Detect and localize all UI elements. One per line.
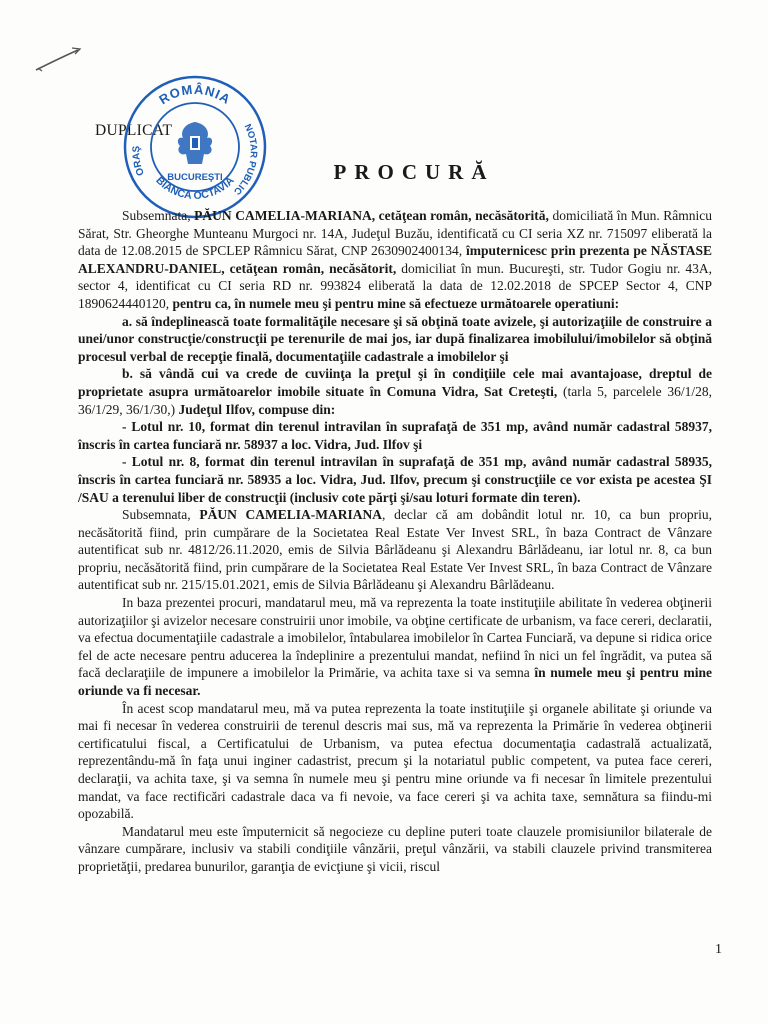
- paragraph-scope: În acest scop mandatarul meu, mă va putea reprezenta la toate instituţiile şi organele abilitate şi oriunde va mai fi necesar în vederea construirii de terenul descris mai sus, mă va reprezenta la Primărie în vederea obţinerii certificatului fiscal, a Certificatului de Urbanism, va putea efectua documentaţia cadastrală actualizată, reprezentându-mă în faţa unui inginer cadastrist, precum şi la notariatul public competent, va putea face cereri, declaraţii, va achita taxe, şi va semna în numele meu şi pentru mine oriunde va fi necesar în limitele prezentului mandat, va face rectificări cadastrale daca va fi nevoie, va face cereri şi va achita taxe, semnătura sa fiindu-mi opozabilă.: [78, 700, 712, 822]
- duplicate-label: DUPLICAT: [95, 122, 173, 139]
- paragraph-ownership-declaration: Subsemnata, PĂUN CAMELIA-MARIANA, declar că am dobândit lotul nr. 10, ca bun propriu, necăsătorită fiind, prin cumpărare de la Societatea Real Estate Ver Invest SRL, în baza Contract de Vânzare autentificat sub nr. 4812/26.11.2020, emis de Silvia Bârlădeanu şi Alexandru Bârlădeanu, iar lotul nr. 8, ca bun propriu, necăsătorită fiind, prin cumpărare de la Societatea Real Estate Ver Invest SRL, în baza Contract de Vânzare autentificat sub nr. 215/15.01.2021, emis de Silvia Bârlădeanu şi Alexandru Bârlădeanu.: [78, 507, 713, 593]
- paragraph-lot-10: - Lotul nr. 10, format din terenul intravilan în suprafaţă de 351 mp, având număr cadastral 58937, înscris în cartea funciară nr. 58937 a loc. Vidra, Jud. Ilfov şi: [78, 419, 712, 452]
- pen-mark: [28, 40, 88, 80]
- coat-of-arms-icon: [178, 122, 212, 164]
- stamp-right-text: NOTAR PUBLIC: [231, 122, 259, 197]
- paragraph-powers: In baza prezentei procuri, mandatarul meu, mă va reprezenta la toate instituţiile abilitate în vederea obţinerii autorizaţiilor şi avizelor necesare construirii unor imobile, va obţine certificate de urbanism, va face cereri, declaratii, va efectua documentaţiile cadastrale a imobilelor, întabularea imobilelor în Cartea Funciară, va depune si ridica orice fel de acte necesare pentru aducerea la îndeplinire a prezentului mandat, nefiind în nici un fel îngrădit, va putea să facă declaraţiile de impunere a imobilelor la Primărie, va achita taxe si va semna în numele meu şi pentru mine oriunde va fi necesar.: [78, 595, 712, 699]
- stamp-top-text: ROMÂNIA: [156, 81, 234, 108]
- stamp-bottom-text: BIANCA OCTAVIA: [153, 174, 237, 202]
- document-body: [78, 207, 712, 876]
- paragraph-mandate-parties: Subsemnata, PĂUN CAMELIA-MARIANA, cetăţean român, necăsătorită, domiciliată în Mun. Râmnicu Sărat, Str. Gheorghe Munteanu Murgoci nr. 14A, Judeţul Buzău, identificată cu CI seria XZ nr. 715097 eliberată la data de 12.08.2015 de SPCLEP Râmnicu Sărat, CNP 2630902400134, împuternicesc prin prezenta pe NĂSTASE ALEXANDRU-DANIEL, cetăţean român, necăsătorit, domiciliat în mun. Bucureşti, str. Tudor Gogiu nr. 43A, sector 4, identificat cu CI seria RD nr. 993824 eliberată la data de 12.02.2018 de SPCEP Sector 4, CNP 1890624440120, pentru ca, în numele meu şi pentru mine să efectueze următoarele operatiuni:: [78, 208, 713, 311]
- stamp-left-text: ORAŞ: [131, 145, 147, 178]
- paragraph-lot-8: - Lotul nr. 8, format din terenul intravilan în suprafaţă de 351 mp, având număr cadastral 58935, înscris în cartea funciară nr. 58935 a loc. Vidra, Jud. Ilfov, precum şi construcţiile ce vor exista pe acestea ŞI /SAU a terenului liber de construcţii (inclusiv cote părţi şi/sau loturi formate din teren).: [78, 454, 712, 505]
- paragraph-negotiation: Mandatarul meu este împuternicit să negocieze cu depline puteri toate clauzele promisiunilor bilaterale de vânzare cumpărare, inclusiv va stabili condiţiile vânzării, preţul vânzării, va stabili clauzele privind transmiterea proprietăţii, predarea bunurilor, garanţia de evicţiune şi vicii, riscul: [78, 823, 712, 874]
- stamp-center-text: BUCUREŞTI: [167, 172, 223, 183]
- document-title: PROCURĂ: [333, 160, 495, 184]
- notary-stamp: [120, 72, 270, 222]
- paragraph-item-b: b. să vândă cui va crede de cuviinţa la preţul şi în condiţiile cele mai avantajoase, dreptul de proprietate asupra următoarelor imobile situate în Comuna Vidra, Sat Creteşti, (tarla 5, parcelele 36/1/28, 36/1/29, 36/1/30,) Judeţul Ilfov, compuse din:: [78, 366, 712, 417]
- paragraph-item-a: a. să îndeplinească toate formalităţile necesare şi să obţină toate avizele, şi autorizaţiile de construire a unei/unor construcţie/construcţii pe terenurile de mai jos, iar după finalizarea imobilului/imobilelor să obţină procesul verbal de recepţie finală, documentaţiile cadastrale a imobilelor şi: [78, 313, 712, 364]
- page-number: 1: [715, 942, 722, 957]
